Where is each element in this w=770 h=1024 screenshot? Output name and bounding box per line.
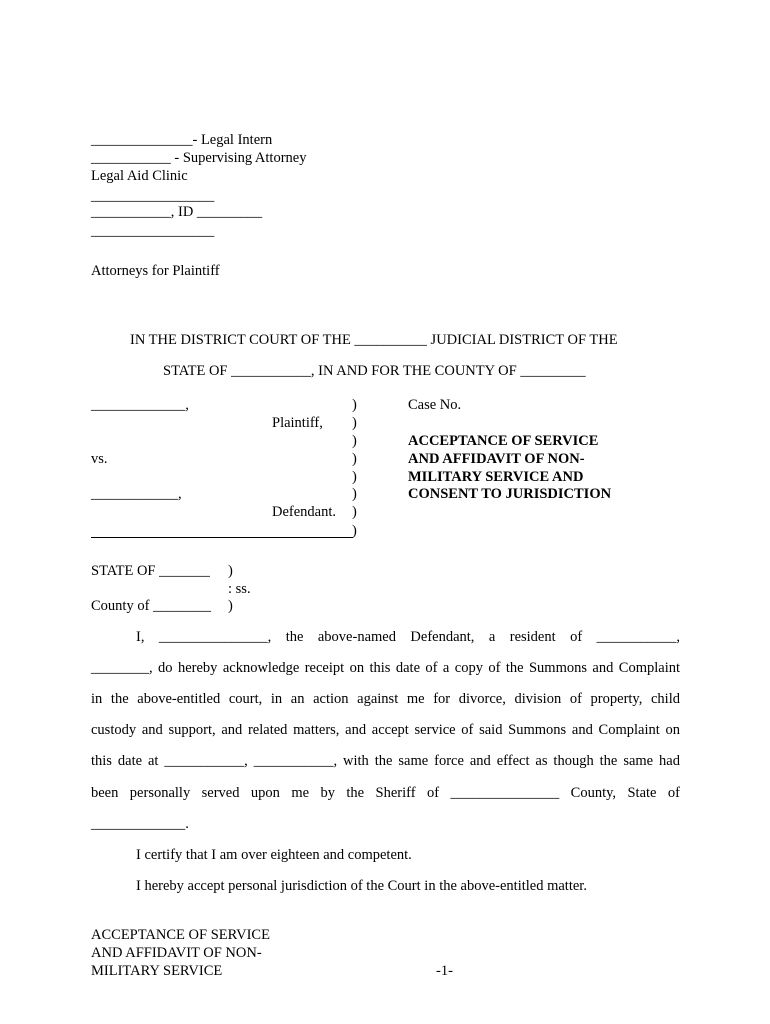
caption-bottom-rule [91,537,353,538]
supervising-attorney-line: ___________ - Supervising Attorney [91,150,307,166]
caption-paren: ) [352,415,357,431]
body-line-7: _____________. [91,816,189,832]
caption-paren: ) [352,433,357,449]
certify-statement: I certify that I am over eighteen and competent. [136,847,412,863]
venue-county: County of ________ [91,598,212,614]
defendant-name-blank: ____________, [91,486,182,502]
plaintiff-label: Plaintiff, [272,415,323,431]
versus-label: vs. [91,451,108,467]
document-title-line-1: ACCEPTANCE OF SERVICE [408,433,599,449]
plaintiff-name-blank: _____________, [91,397,189,413]
footer-title-line-1: ACCEPTANCE OF SERVICE [91,927,270,943]
address-line-1: _________________ [91,188,215,204]
body-line-6: been personally served upon me by the Sheriff of _______________ County, State of [91,785,680,801]
defendant-label: Defendant. [272,504,337,520]
case-number-label: Case No. [408,397,462,413]
id-line: ___________, ID _________ [91,204,263,220]
page-number: -1- [436,963,453,979]
jurisdiction-statement: I hereby accept personal jurisdiction of the Court in the above-entitled matter. [136,878,587,894]
document-title-line-2: AND AFFIDAVIT OF NON- [408,451,585,467]
document-title-line-3: MILITARY SERVICE AND [408,469,584,485]
venue-paren: ) [228,598,233,614]
court-heading-line-2: STATE OF ___________, IN AND FOR THE COUNTY OF _________ [163,363,586,379]
caption-paren: ) [352,451,357,467]
clinic-name: Legal Aid Clinic [91,168,188,184]
body-line-2: ________, do hereby acknowledge receipt on this date of a copy of the Summons and Complaint [91,660,680,676]
body-line-5: this date at ___________, ___________, with the same force and effect as though the same had [91,753,680,769]
caption-paren: ) [352,469,357,485]
address-line-2: _________________ [91,223,215,239]
footer-title-line-2: AND AFFIDAVIT OF NON- [91,945,262,961]
caption-paren: ) [352,486,357,502]
legal-intern-line: ______________- Legal Intern [91,132,273,148]
body-line-3: in the above-entitled court, in an action against me for divorce, division of property, child [91,691,680,707]
court-heading-line-1: IN THE DISTRICT COURT OF THE __________ JUDICIAL DISTRICT OF THE [130,332,618,348]
body-line-4: custody and support, and related matters, and accept service of said Summons and Complaint on [91,722,680,738]
venue-state: STATE OF _______ [91,563,210,579]
document-title-line-4: CONSENT TO JURISDICTION [408,486,612,502]
caption-paren: ) [352,397,357,413]
footer-title-line-3: MILITARY SERVICE [91,963,223,979]
body-line-1: I, _______________, the above-named Defendant, a resident of ___________, [136,629,680,645]
caption-paren: ) [352,523,357,539]
venue-ss: : ss. [228,581,251,597]
venue-paren: ) [228,563,233,579]
attorneys-for-plaintiff: Attorneys for Plaintiff [91,263,220,279]
caption-paren: ) [352,504,357,520]
